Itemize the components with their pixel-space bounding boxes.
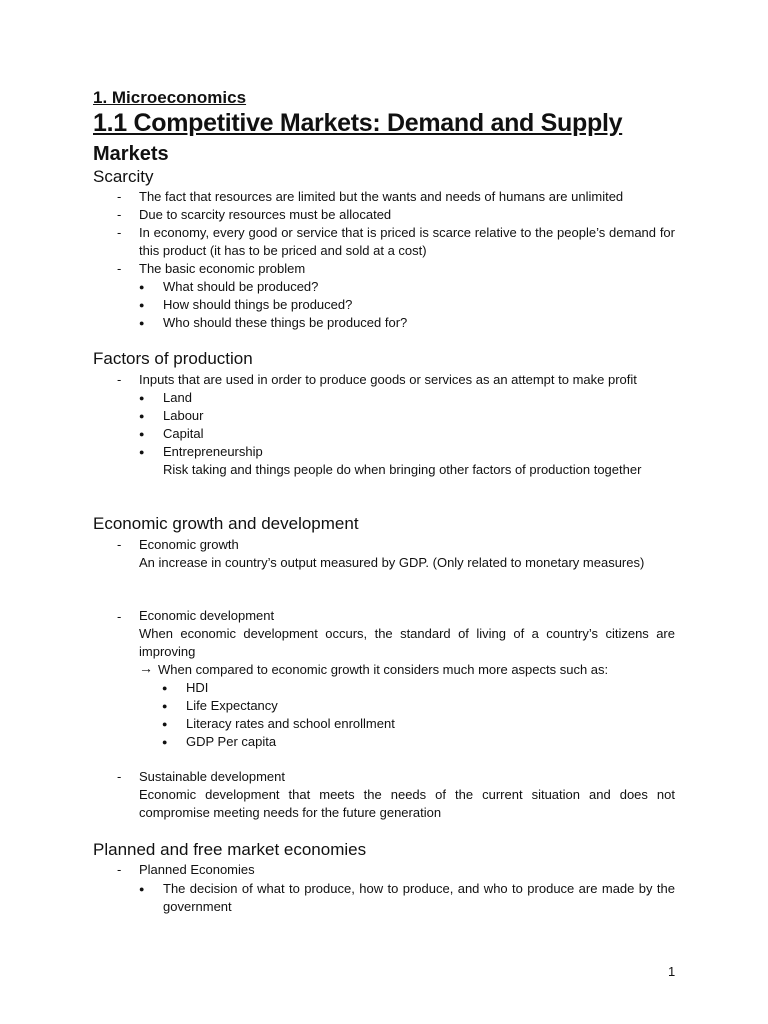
- sustainable-development-text: Economic development that meets the needs of the current situation and does not compromise meeting needs for the future generation: [139, 787, 675, 820]
- heading-planned: Planned and free market economies: [93, 840, 367, 859]
- arrow-text: When compared to economic growth it considers much more aspects such as:: [158, 662, 609, 677]
- entrepreneurship-note: Risk taking and things people do when bringing other factors of production together: [163, 462, 642, 477]
- heading-factors: Factors of production: [93, 349, 253, 368]
- list-item: The basic economic problem: [139, 261, 306, 276]
- list-item: Planned Economies: [139, 862, 255, 877]
- bullet-marker: ●: [162, 737, 168, 747]
- list-item: Land: [163, 390, 192, 405]
- list-item: Literacy rates and school enrollment: [186, 716, 395, 731]
- list-item: Capital: [163, 426, 204, 441]
- main-title: 1.1 Competitive Markets: Demand and Supply: [93, 109, 623, 137]
- bullet-marker: ●: [139, 300, 145, 310]
- list-item: Entrepreneurship: [163, 444, 263, 459]
- bullet-marker: ●: [139, 282, 145, 292]
- heading-scarcity: Scarcity: [93, 167, 154, 186]
- bullet-marker: ●: [139, 318, 145, 328]
- section-number-title: 1. Microeconomics: [93, 88, 247, 107]
- bullet-marker: ●: [162, 683, 168, 693]
- page-number: 1: [668, 964, 676, 979]
- bullet-marker: ●: [139, 411, 145, 421]
- list-item: Life Expectancy: [186, 698, 278, 713]
- dash-marker: -: [117, 769, 122, 784]
- planned-economies-text: The decision of what to produce, how to produce, and who to produce are made by the government: [163, 881, 675, 914]
- list-item: Labour: [163, 408, 204, 423]
- dash-marker: -: [117, 225, 122, 240]
- list-item: GDP Per capita: [186, 734, 277, 749]
- list-item: How should things be produced?: [163, 297, 353, 312]
- heading-growth: Economic growth and development: [93, 514, 359, 533]
- bullet-marker: ●: [139, 447, 145, 457]
- dash-marker: -: [117, 609, 122, 624]
- list-item: The fact that resources are limited but the wants and needs of humans are unlimited: [139, 189, 624, 204]
- dash-marker: -: [117, 207, 122, 222]
- list-item: In economy, every good or service that is priced is scarce relative to the people’s demand for this product (it has to be priced and sold at a cost): [139, 225, 675, 258]
- list-item: Economic development: [139, 608, 275, 623]
- bullet-marker: ●: [162, 719, 168, 729]
- list-item: Inputs that are used in order to produce goods or services as an attempt to make profit: [139, 372, 637, 387]
- dash-marker: -: [117, 862, 122, 877]
- economic-development-text: When economic development occurs, the standard of living of a country’s citizens are improving: [139, 626, 675, 659]
- list-item: Economic growth: [139, 537, 239, 552]
- dash-marker: -: [117, 537, 122, 552]
- bullet-marker: ●: [139, 429, 145, 439]
- list-item: What should be produced?: [163, 279, 319, 294]
- arrow-icon: →: [139, 660, 153, 676]
- list-item: HDI: [186, 680, 209, 695]
- economic-growth-text: An increase in country’s output measured by GDP. (Only related to monetary measures): [139, 555, 645, 570]
- list-item: Sustainable development: [139, 769, 285, 784]
- dash-marker: -: [117, 261, 122, 276]
- heading-markets: Markets: [93, 143, 169, 165]
- dash-marker: -: [117, 189, 122, 204]
- list-item: Due to scarcity resources must be allocated: [139, 207, 392, 222]
- list-item: Who should these things be produced for?: [163, 315, 408, 330]
- bullet-marker: ●: [139, 393, 145, 403]
- dash-marker: -: [117, 372, 122, 387]
- bullet-marker: ●: [162, 701, 168, 711]
- bullet-marker: ●: [139, 884, 145, 894]
